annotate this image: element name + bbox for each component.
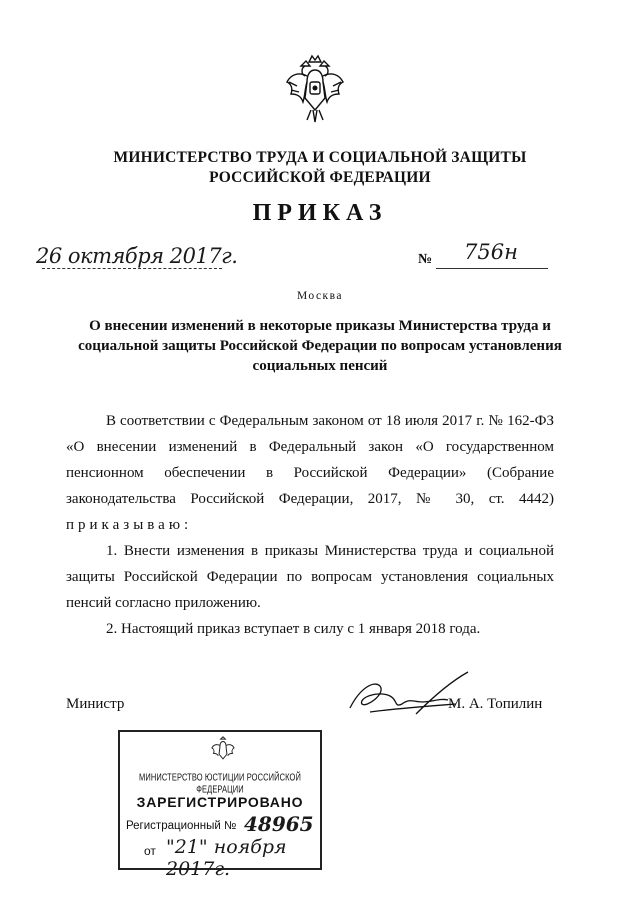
stamp-reg-number: 48965 bbox=[244, 812, 314, 836]
document-type: ПРИКАЗ bbox=[252, 200, 388, 226]
document-date: 26 октября 2017г. bbox=[36, 244, 238, 268]
stamp-reg-label: Регистрационный № bbox=[126, 820, 237, 832]
date-underline bbox=[42, 268, 222, 269]
preamble-paragraph: В соответствии с Федеральным законом от 18 июля 2017 г. № 162-ФЗ «О внесении изменений в Федеральный закон «О государственном пенсионном обеспечении в Российской Федерации» (Собрание законодательства Российской Федерации, 2017, № 30, ст. 4442) bbox=[66, 413, 554, 507]
item-1: 1. Внести изменения в приказы Министерства труда и социальной защиты Российской Федерации по вопросам установления социальных пенсий согласно приложению. bbox=[66, 543, 554, 611]
stamp-registered: ЗАРЕГИСТРИРОВАНО bbox=[136, 794, 304, 810]
order-word-line bbox=[66, 512, 554, 538]
document-number: 756н bbox=[464, 240, 518, 264]
signatory-name: М. А. Топилин bbox=[448, 696, 543, 712]
ministry-heading: МИНИСТЕРСТВО ТРУДА И СОЦИАЛЬНОЙ ЗАЩИТЫ РОССИЙСКОЙ ФЕДЕРАЦИИ bbox=[113, 149, 527, 186]
registration-stamp bbox=[118, 730, 322, 880]
number-label: № bbox=[418, 252, 433, 267]
stamp-date-prefix: от bbox=[144, 844, 156, 858]
signatory-title: Министр bbox=[66, 696, 125, 712]
city: Москва bbox=[296, 290, 344, 302]
item-2: 2. Настоящий приказ вступает в силу с 1 января 2018 года. bbox=[106, 621, 481, 637]
stamp-emblem-icon bbox=[210, 736, 236, 766]
stamp-date: "21" ноября 2017г. bbox=[166, 836, 287, 880]
stamp-organization: МИНИСТЕРСТВО ЮСТИЦИИ РОССИЙСКОЙ ФЕДЕРАЦИИ bbox=[139, 770, 301, 796]
document-subject: О внесении изменений в некоторые приказы Министерства труда и социальной защиты Российской Федерации по вопросам установления социальных пенсий bbox=[78, 318, 562, 374]
number-underline bbox=[436, 268, 548, 269]
coat-of-arms-icon bbox=[283, 52, 347, 128]
order-word: приказываю: bbox=[66, 517, 193, 533]
